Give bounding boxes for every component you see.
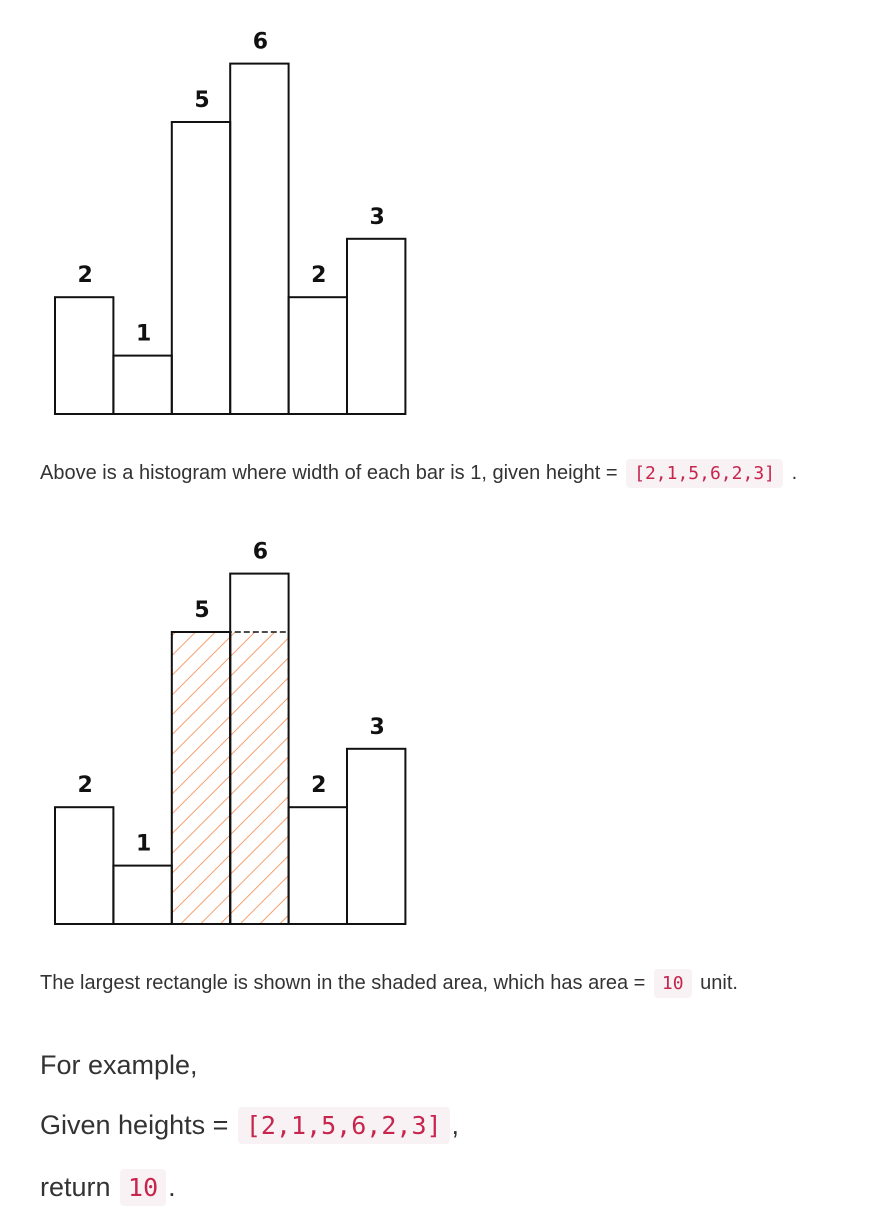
bar-1 [113,356,171,414]
bar-3 [230,64,288,414]
height-array-code: [2,1,5,6,2,3] [626,459,783,488]
bar-label-4: 2 [311,773,327,799]
bar-label-2: 5 [194,88,210,113]
bar-1 [113,866,171,924]
bar-label-3: 6 [252,29,269,55]
bar-label-3: 6 [252,539,269,565]
largest-rectangle-caption: The largest rectangle is shown in the shaded area, which has area = 10 unit. [40,972,738,995]
bar-5 [347,749,405,924]
example-return-line: return 10 . [40,1172,176,1203]
bar-4 [289,807,347,924]
bar-label-5: 3 [369,714,385,740]
bar-label-5: 3 [369,204,385,230]
histogram-caption: Above is a histogram where width of each bar is 1, given height = [2,1,5,6,2,3] . [40,462,797,485]
given-heights-code: [2,1,5,6,2,3] [238,1107,450,1144]
bar-label-4: 2 [311,263,327,289]
bar-label-0: 2 [77,263,93,289]
example-intro: For example, [40,1050,198,1080]
bar-label-2: 5 [194,598,210,623]
bar-label-1: 1 [135,321,152,347]
histogram-original [0,0,460,430]
bar-0 [55,297,113,414]
bar-label-0: 2 [77,773,93,799]
bar-label-1: 1 [135,831,152,857]
area-value-code: 10 [654,969,692,998]
bar-2 [172,122,230,414]
histogram-largest-rectangle [0,510,460,940]
bar-4 [289,297,347,414]
return-value-code: 10 [120,1169,166,1206]
example-given-line: Given heights = [2,1,5,6,2,3] , [40,1110,459,1141]
bar-5 [347,239,405,414]
bar-0 [55,807,113,924]
